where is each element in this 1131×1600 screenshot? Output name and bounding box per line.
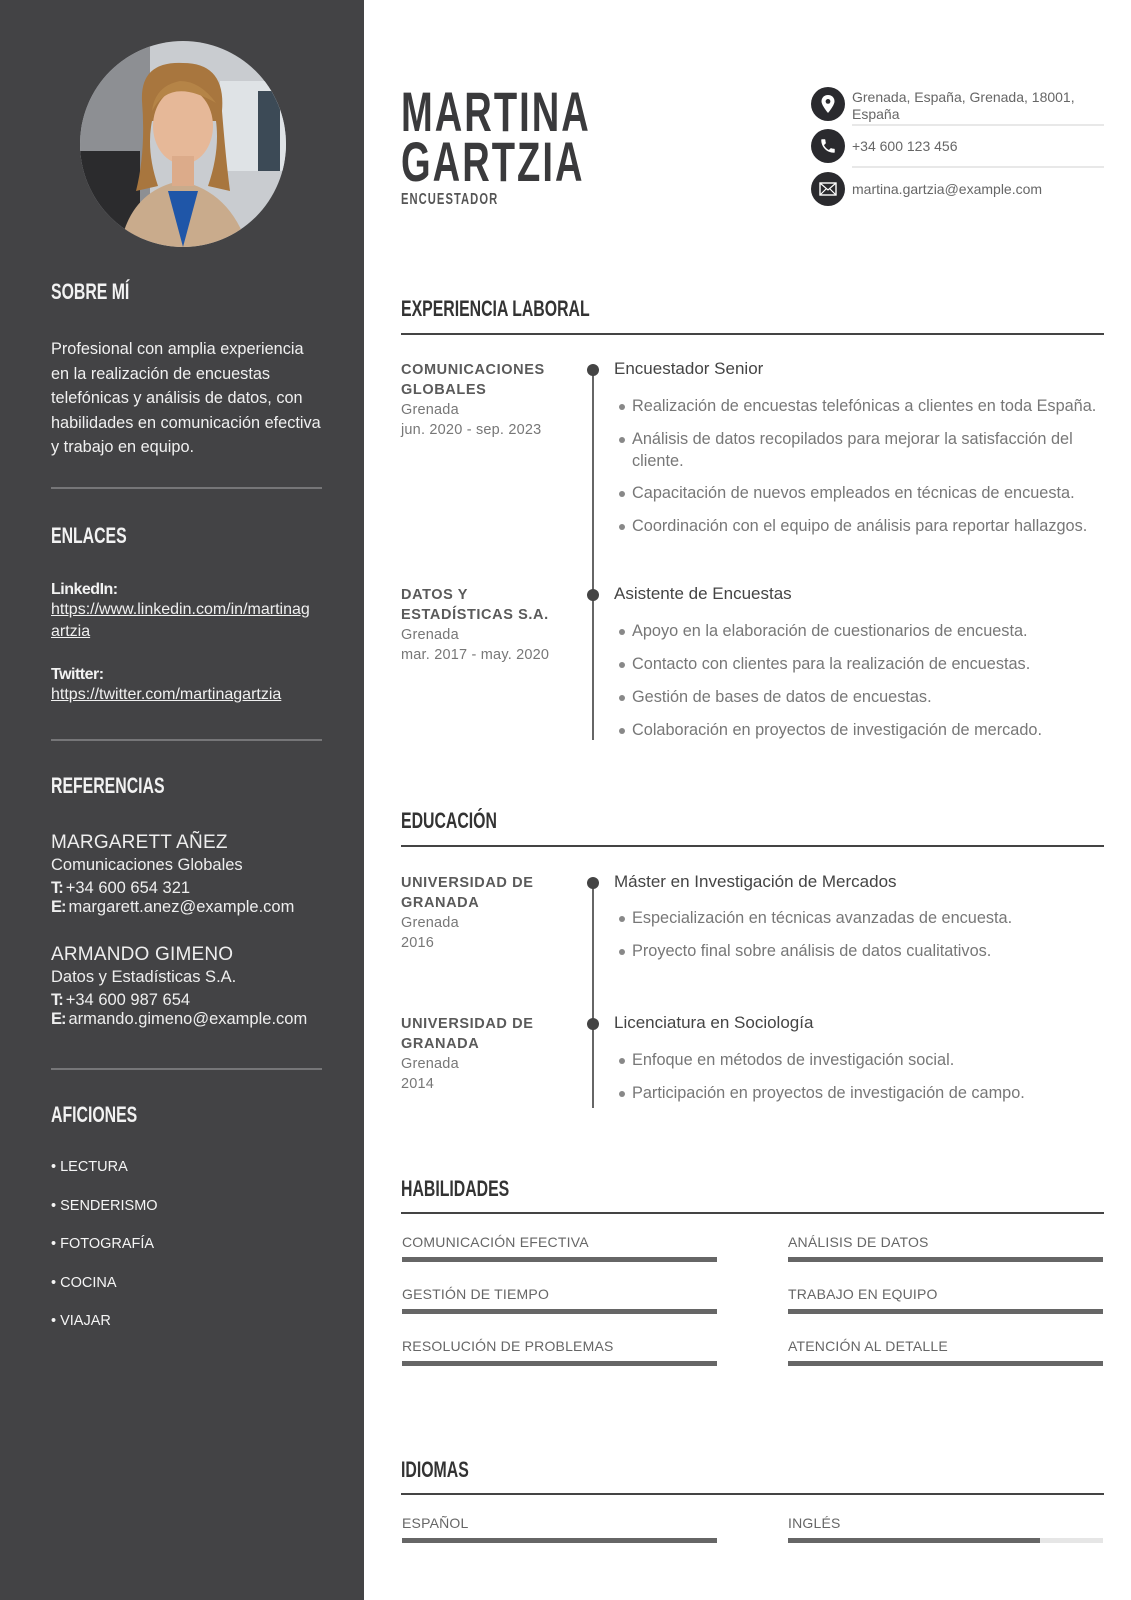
languages-heading: IDIOMAS [401,1457,469,1482]
skill-bar-fill [402,1361,717,1366]
email-label: E: [51,1010,66,1028]
last-name: GARTZIA [401,130,585,193]
timeline-dot [587,589,599,601]
skill-label: ATENCIÓN AL DETALLE [788,1338,948,1354]
twitter-url[interactable]: https://twitter.com/martinagartzia [51,686,282,703]
references-heading: REFERENCIAS [51,773,165,798]
entry-location: Grenada [401,402,459,418]
divider [51,739,322,741]
organization-name: DATOS Y ESTADÍSTICAS S.A. [401,587,549,623]
contact-phone: +34 600 123 456 [852,138,958,154]
hobby-item: • COCINA [51,1274,117,1291]
sidebar [0,0,364,1600]
entry-bullet: Coordinación con el equipo de análisis para reportar hallazgos. [619,515,1109,537]
entry-bullet: Enfoque en métodos de investigación social. [619,1049,1109,1071]
phone-icon [811,129,845,163]
entry-bullet: Contacto con clientes para la realización de encuestas. [619,653,1109,675]
entry-location: Grenada [401,627,459,643]
entry-title: Asistente de Encuestas [614,584,792,603]
entry-title: Máster en Investigación de Mercados [614,872,897,891]
entry-location: Grenada [401,1056,459,1072]
organization-name: COMUNICACIONES GLOBALES [401,362,545,398]
divider [51,487,322,489]
entry-bullet: Proyecto final sobre análisis de datos cualitativos. [619,940,1109,962]
contact-address: Grenada, España, Grenada, 18001, España [852,89,1075,122]
entry-meta [401,585,566,665]
timeline-line [592,368,594,740]
section-rule [401,1493,1104,1495]
reference-email [51,898,294,917]
language-label: INGLÉS [788,1515,841,1531]
divider [852,166,1104,168]
divider [852,124,1104,126]
links-heading: ENLACES [51,523,127,548]
reference-item [51,832,294,917]
skill-label: GESTIÓN DE TIEMPO [402,1286,550,1302]
linkedin-url[interactable]: https://www.linkedin.com/in/martinagartzia [51,601,310,640]
first-name: MARTINA [401,80,591,143]
link-linkedin [51,581,316,643]
reference-phone [51,991,307,1010]
entry-bullet: Capacitación de nuevos empleados en técnicas de encuesta. [619,482,1109,504]
linkedin-label: LinkedIn: [51,581,118,598]
education-heading: EDUCACIÓN [401,808,497,833]
timeline-line [592,881,594,1108]
entry-bullet: Participación en proyectos de investigación de campo. [619,1082,1109,1104]
organization-name: UNIVERSIDAD DE GRANADA [401,1016,534,1052]
skill-bar-fill [788,1361,1103,1366]
entry-bullet: Realización de encuestas telefónicas a clientes en toda España. [619,395,1109,417]
timeline-dot [587,877,599,889]
reference-name: ARMANDO GIMENO [51,944,234,965]
entry-dates: 2016 [401,935,435,951]
language-bar-fill [788,1538,1040,1543]
entry-dates: mar. 2017 - may. 2020 [401,647,550,663]
entry-meta [401,1014,566,1094]
skill-label: ANÁLISIS DE DATOS [788,1234,929,1250]
language-label: ESPAÑOL [402,1515,469,1531]
skill-bar-fill [402,1309,717,1314]
section-rule [401,845,1104,847]
hobby-item: • LECTURA [51,1159,128,1175]
hobby-item: • SENDERISMO [51,1197,158,1214]
phone-label: T: [51,879,63,897]
section-rule [401,1212,1104,1214]
skill-bar [788,1309,1103,1314]
entry-title: Licenciatura en Sociología [614,1013,814,1032]
entry-bullet: Análisis de datos recopilados para mejorar la satisfacción del cliente. [619,428,1109,472]
language-bar [788,1538,1103,1543]
about-heading: SOBRE MÍ [51,279,130,304]
reference-email [51,1010,307,1029]
skill-bar [402,1257,717,1262]
skill-label: COMUNICACIÓN EFECTIVA [402,1234,589,1250]
skill-bar [788,1361,1103,1366]
hobby-item: • VIAJAR [51,1313,111,1329]
email-value[interactable]: margarett.anez@example.com [68,898,295,916]
twitter-label: Twitter: [51,666,104,683]
phone-value: +34 600 987 654 [65,991,191,1009]
timeline-dot [587,364,599,376]
hobby-item: • FOTOGRAFÍA [51,1236,155,1252]
skill-label: TRABAJO EN EQUIPO [788,1286,938,1302]
reference-company: Datos y Estadísticas S.A. [51,968,237,986]
email-value[interactable]: armando.gimeno@example.com [68,1010,308,1028]
entry-bullet: Apoyo en la elaboración de cuestionarios de encuesta. [619,620,1109,642]
job-role: ENCUESTADOR [401,191,499,208]
skill-label: RESOLUCIÓN DE PROBLEMAS [402,1338,614,1354]
divider [51,1068,322,1070]
entry-title: Encuestador Senior [614,359,764,378]
entry-location: Grenada [401,915,459,931]
entry-bullet: Gestión de bases de datos de encuestas. [619,686,1109,708]
profile-photo [80,41,286,247]
skill-bar [402,1361,717,1366]
language-bar [402,1538,717,1543]
skill-bar [788,1257,1103,1262]
hobbies-heading: AFICIONES [51,1102,138,1127]
entry-bullet: Especialización en técnicas avanzadas de encuesta. [619,907,1109,929]
language-bar-fill [402,1538,717,1543]
contact-email[interactable]: martina.gartzia@example.com [852,181,1043,197]
skill-bar [402,1309,717,1314]
entry-meta [401,873,566,953]
link-twitter [51,666,316,706]
skills-heading: HABILIDADES [401,1176,510,1201]
skill-bar-fill [788,1309,1103,1314]
reference-phone [51,879,294,898]
email-label: E: [51,898,66,916]
reference-item [51,944,307,1029]
phone-label: T: [51,991,63,1009]
location-pin-icon [811,87,845,121]
organization-name: UNIVERSIDAD DE GRANADA [401,875,534,911]
experience-heading: EXPERIENCIA LABORAL [401,296,590,321]
timeline-dot [587,1018,599,1030]
phone-value: +34 600 654 321 [65,879,191,897]
skill-bar-fill [402,1257,717,1262]
skill-bar-fill [788,1257,1103,1262]
entry-meta [401,360,566,440]
entry-dates: 2014 [401,1076,435,1092]
envelope-icon [811,172,845,206]
reference-company: Comunicaciones Globales [51,856,243,874]
entry-bullet: Colaboración en proyectos de investigación de mercado. [619,719,1109,741]
section-rule [401,333,1104,335]
about-text: Profesional con amplia experiencia en la realización de encuestas telefónicas y análisis de datos, con habilidades en comunicación efectiva y trabajo en equipo. [51,340,321,456]
entry-dates: jun. 2020 - sep. 2023 [401,422,542,438]
reference-name: MARGARETT AÑEZ [51,832,228,853]
